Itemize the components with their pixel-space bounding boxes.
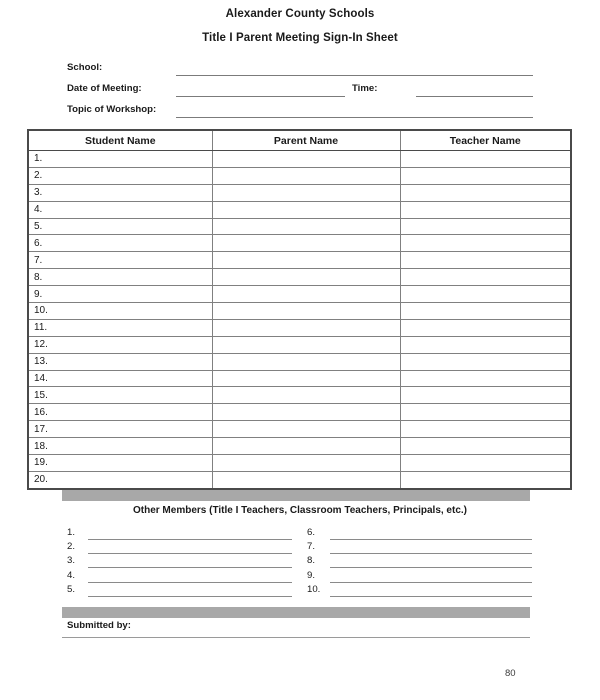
cell-parent-name[interactable]	[212, 421, 400, 438]
cell-teacher-name[interactable]	[400, 319, 571, 336]
cell-student-name[interactable]: 8.	[28, 269, 212, 286]
submitted-by-divider-bar	[62, 607, 530, 618]
cell-parent-name[interactable]	[212, 286, 400, 303]
other-member-number: 2.	[67, 541, 76, 553]
other-member-row	[62, 570, 292, 584]
cell-student-name[interactable]: 9.	[28, 286, 212, 303]
other-member-number: 9.	[307, 569, 316, 581]
table-row	[28, 218, 571, 235]
other-member-number: 8.	[307, 555, 316, 567]
other-members-top-divider-bar	[62, 490, 530, 501]
table-row	[28, 353, 571, 370]
school-input-line[interactable]	[176, 75, 533, 76]
page-title-organization: Alexander County Schools	[225, 8, 375, 20]
cell-parent-name[interactable]	[212, 455, 400, 472]
other-member-number: 5.	[67, 583, 76, 595]
cell-parent-name[interactable]	[212, 387, 400, 404]
other-member-input-line[interactable]	[88, 582, 292, 583]
cell-student-name[interactable]: 2.	[28, 167, 212, 184]
table-row	[28, 438, 571, 455]
cell-teacher-name[interactable]	[400, 151, 571, 168]
time-label: Time:	[352, 83, 378, 94]
other-member-row	[62, 541, 292, 555]
cell-parent-name[interactable]	[212, 269, 400, 286]
cell-teacher-name[interactable]	[400, 184, 571, 201]
cell-parent-name[interactable]	[212, 353, 400, 370]
other-members-heading: Other Members (Title I Teachers, Classroom Teachers, Principals, etc.)	[132, 505, 467, 516]
other-member-input-line[interactable]	[330, 553, 532, 554]
cell-parent-name[interactable]	[212, 303, 400, 320]
other-member-number: 4.	[67, 569, 76, 581]
table-row	[28, 303, 571, 320]
cell-student-name[interactable]: 11.	[28, 319, 212, 336]
cell-parent-name[interactable]	[212, 167, 400, 184]
page-title-form: Title I Parent Meeting Sign-In Sheet	[202, 32, 398, 44]
other-member-row	[300, 570, 532, 584]
cell-teacher-name[interactable]	[400, 455, 571, 472]
cell-parent-name[interactable]	[212, 336, 400, 353]
cell-student-name[interactable]: 1.	[28, 151, 212, 168]
table-row	[28, 421, 571, 438]
table-row	[28, 455, 571, 472]
other-member-input-line[interactable]	[88, 539, 292, 540]
date-of-meeting-label: Date of Meeting:	[67, 83, 142, 94]
cell-teacher-name[interactable]	[400, 353, 571, 370]
other-member-row	[300, 527, 532, 541]
other-member-row	[62, 555, 292, 569]
other-members-left-column	[62, 527, 292, 605]
submitted-by-label: Submitted by:	[67, 620, 131, 631]
meta-fields-section	[0, 0, 600, 125]
table-row	[28, 184, 571, 201]
date-of-meeting-input-line[interactable]	[176, 96, 345, 97]
table-row	[28, 471, 571, 488]
cell-parent-name[interactable]	[212, 151, 400, 168]
cell-parent-name[interactable]	[212, 218, 400, 235]
cell-teacher-name[interactable]	[400, 201, 571, 218]
cell-teacher-name[interactable]	[400, 387, 571, 404]
cell-student-name[interactable]: 7.	[28, 252, 212, 269]
submitted-by-input-line[interactable]	[62, 637, 530, 638]
time-input-line[interactable]	[416, 96, 533, 97]
other-member-input-line[interactable]	[330, 567, 532, 568]
table-row	[28, 252, 571, 269]
other-member-row	[300, 555, 532, 569]
other-member-number: 3.	[67, 555, 76, 567]
cell-parent-name[interactable]	[212, 404, 400, 421]
cell-parent-name[interactable]	[212, 319, 400, 336]
cell-parent-name[interactable]	[212, 201, 400, 218]
cell-student-name[interactable]: 12.	[28, 336, 212, 353]
cell-teacher-name[interactable]	[400, 336, 571, 353]
other-member-row	[62, 527, 292, 541]
cell-parent-name[interactable]	[212, 471, 400, 488]
other-members-right-column	[300, 527, 532, 605]
cell-student-name[interactable]: 14.	[28, 370, 212, 387]
cell-teacher-name[interactable]	[400, 404, 571, 421]
other-member-number: 10.	[307, 583, 321, 595]
cell-student-name[interactable]: 16.	[28, 404, 212, 421]
other-member-row	[62, 584, 292, 598]
cell-student-name[interactable]: 13.	[28, 353, 212, 370]
topic-of-workshop-input-line[interactable]	[176, 117, 533, 118]
cell-parent-name[interactable]	[212, 235, 400, 252]
table-row	[28, 319, 571, 336]
topic-of-workshop-label: Topic of Workshop:	[67, 104, 157, 115]
cell-student-name[interactable]: 15.	[28, 387, 212, 404]
cell-teacher-name[interactable]	[400, 370, 571, 387]
cell-teacher-name[interactable]	[400, 167, 571, 184]
column-header-teacher-name: Teacher Name	[400, 130, 571, 151]
table-row	[28, 370, 571, 387]
table-header-row	[28, 130, 571, 151]
page-number: 80	[505, 668, 516, 679]
other-member-input-line[interactable]	[88, 553, 292, 554]
other-member-input-line[interactable]	[330, 582, 532, 583]
other-member-row	[300, 541, 532, 555]
other-member-input-line[interactable]	[88, 596, 292, 597]
cell-teacher-name[interactable]	[400, 269, 571, 286]
column-header-parent-name: Parent Name	[212, 130, 400, 151]
cell-teacher-name[interactable]	[400, 438, 571, 455]
other-member-number: 7.	[307, 541, 316, 553]
table-row	[28, 151, 571, 168]
cell-student-name[interactable]: 18.	[28, 438, 212, 455]
cell-student-name[interactable]: 4.	[28, 201, 212, 218]
school-label: School:	[67, 62, 103, 73]
other-member-row	[300, 584, 532, 598]
cell-student-name[interactable]: 17.	[28, 421, 212, 438]
other-member-input-line[interactable]	[330, 539, 532, 540]
cell-student-name[interactable]: 19.	[28, 455, 212, 472]
signin-table	[27, 129, 572, 490]
cell-teacher-name[interactable]	[400, 218, 571, 235]
cell-teacher-name[interactable]	[400, 235, 571, 252]
cell-student-name[interactable]: 5.	[28, 218, 212, 235]
cell-student-name[interactable]: 20.	[28, 471, 212, 488]
table-row	[28, 404, 571, 421]
cell-teacher-name[interactable]	[400, 252, 571, 269]
cell-parent-name[interactable]	[212, 184, 400, 201]
table-row	[28, 201, 571, 218]
cell-teacher-name[interactable]	[400, 286, 571, 303]
cell-parent-name[interactable]	[212, 370, 400, 387]
cell-parent-name[interactable]	[212, 438, 400, 455]
table-row	[28, 286, 571, 303]
cell-student-name[interactable]: 6.	[28, 235, 212, 252]
cell-student-name[interactable]: 10.	[28, 303, 212, 320]
cell-teacher-name[interactable]	[400, 303, 571, 320]
table-row	[28, 167, 571, 184]
table-row	[28, 235, 571, 252]
cell-student-name[interactable]: 3.	[28, 184, 212, 201]
cell-teacher-name[interactable]	[400, 471, 571, 488]
cell-parent-name[interactable]	[212, 252, 400, 269]
other-member-input-line[interactable]	[330, 596, 532, 597]
table-row	[28, 336, 571, 353]
other-member-number: 1.	[67, 527, 76, 538]
table-row	[28, 387, 571, 404]
other-member-number: 6.	[307, 527, 316, 538]
other-member-input-line[interactable]	[88, 567, 292, 568]
column-header-student-name: Student Name	[28, 130, 212, 151]
table-row	[28, 269, 571, 286]
cell-teacher-name[interactable]	[400, 421, 571, 438]
